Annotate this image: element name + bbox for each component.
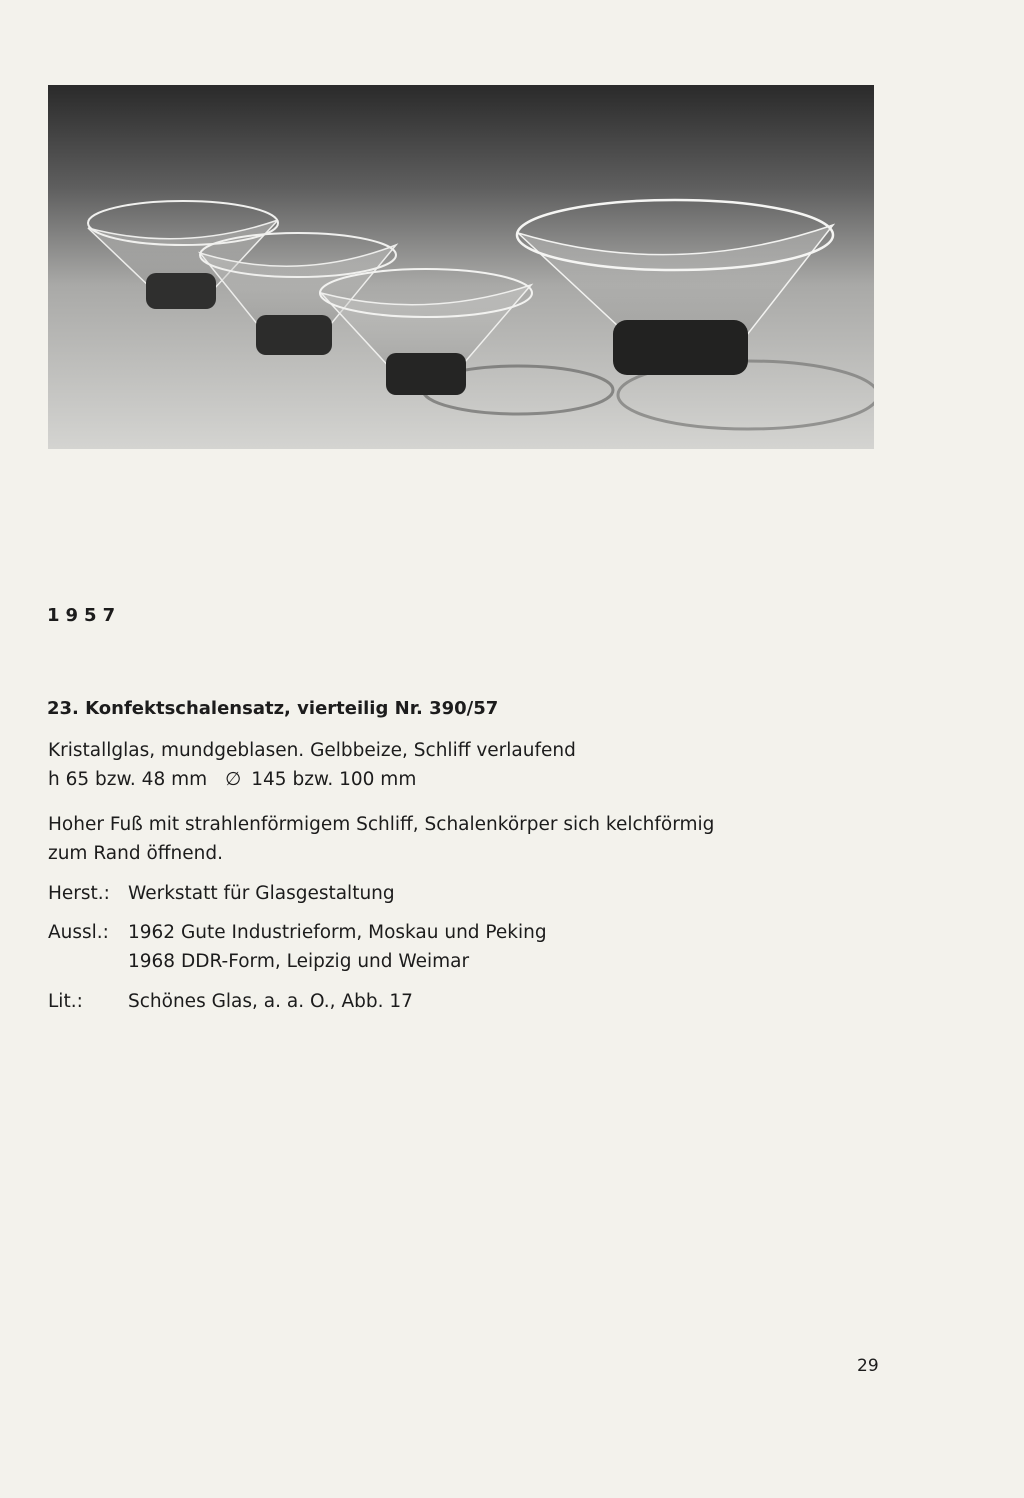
year: 1957 — [47, 605, 122, 626]
literature-value: Schönes Glas, a. a. O., Abb. 17 — [128, 991, 413, 1012]
manufacturer-label: Herst.: — [48, 883, 110, 904]
exhibitions-label: Aussl.: — [48, 922, 109, 943]
exhibition-1: 1962 Gute Industrieform, Moskau und Peking — [128, 922, 547, 943]
material-line: Kristallglas, mundgeblasen. Gelbbeize, Schliff verlaufend — [48, 740, 576, 761]
literature-label: Lit.: — [48, 991, 83, 1012]
height-dimension: h 65 bzw. 48 mm — [48, 769, 208, 790]
page-number: 29 — [857, 1356, 879, 1376]
description-line-1: Hoher Fuß mit strahlenförmigem Schliff, Schalenkörper sich kelchförmig — [48, 814, 715, 835]
description-line-2: zum Rand öffnend. — [48, 843, 223, 864]
exhibition-2: 1968 DDR-Form, Leipzig und Weimar — [128, 951, 470, 972]
product-photo — [48, 85, 874, 449]
catalog-entry-heading: 23. Konfektschalensatz, vierteilig Nr. 390/57 — [47, 698, 499, 719]
diameter-symbol: ∅ — [225, 769, 242, 790]
exhibitions-values — [128, 918, 547, 976]
description — [48, 810, 714, 868]
diameter-dimension: 145 bzw. 100 mm — [251, 769, 417, 790]
dimensions-line — [48, 765, 576, 794]
material-and-dimensions — [48, 736, 576, 794]
manufacturer-value: Werkstatt für Glasgestaltung — [128, 883, 395, 904]
